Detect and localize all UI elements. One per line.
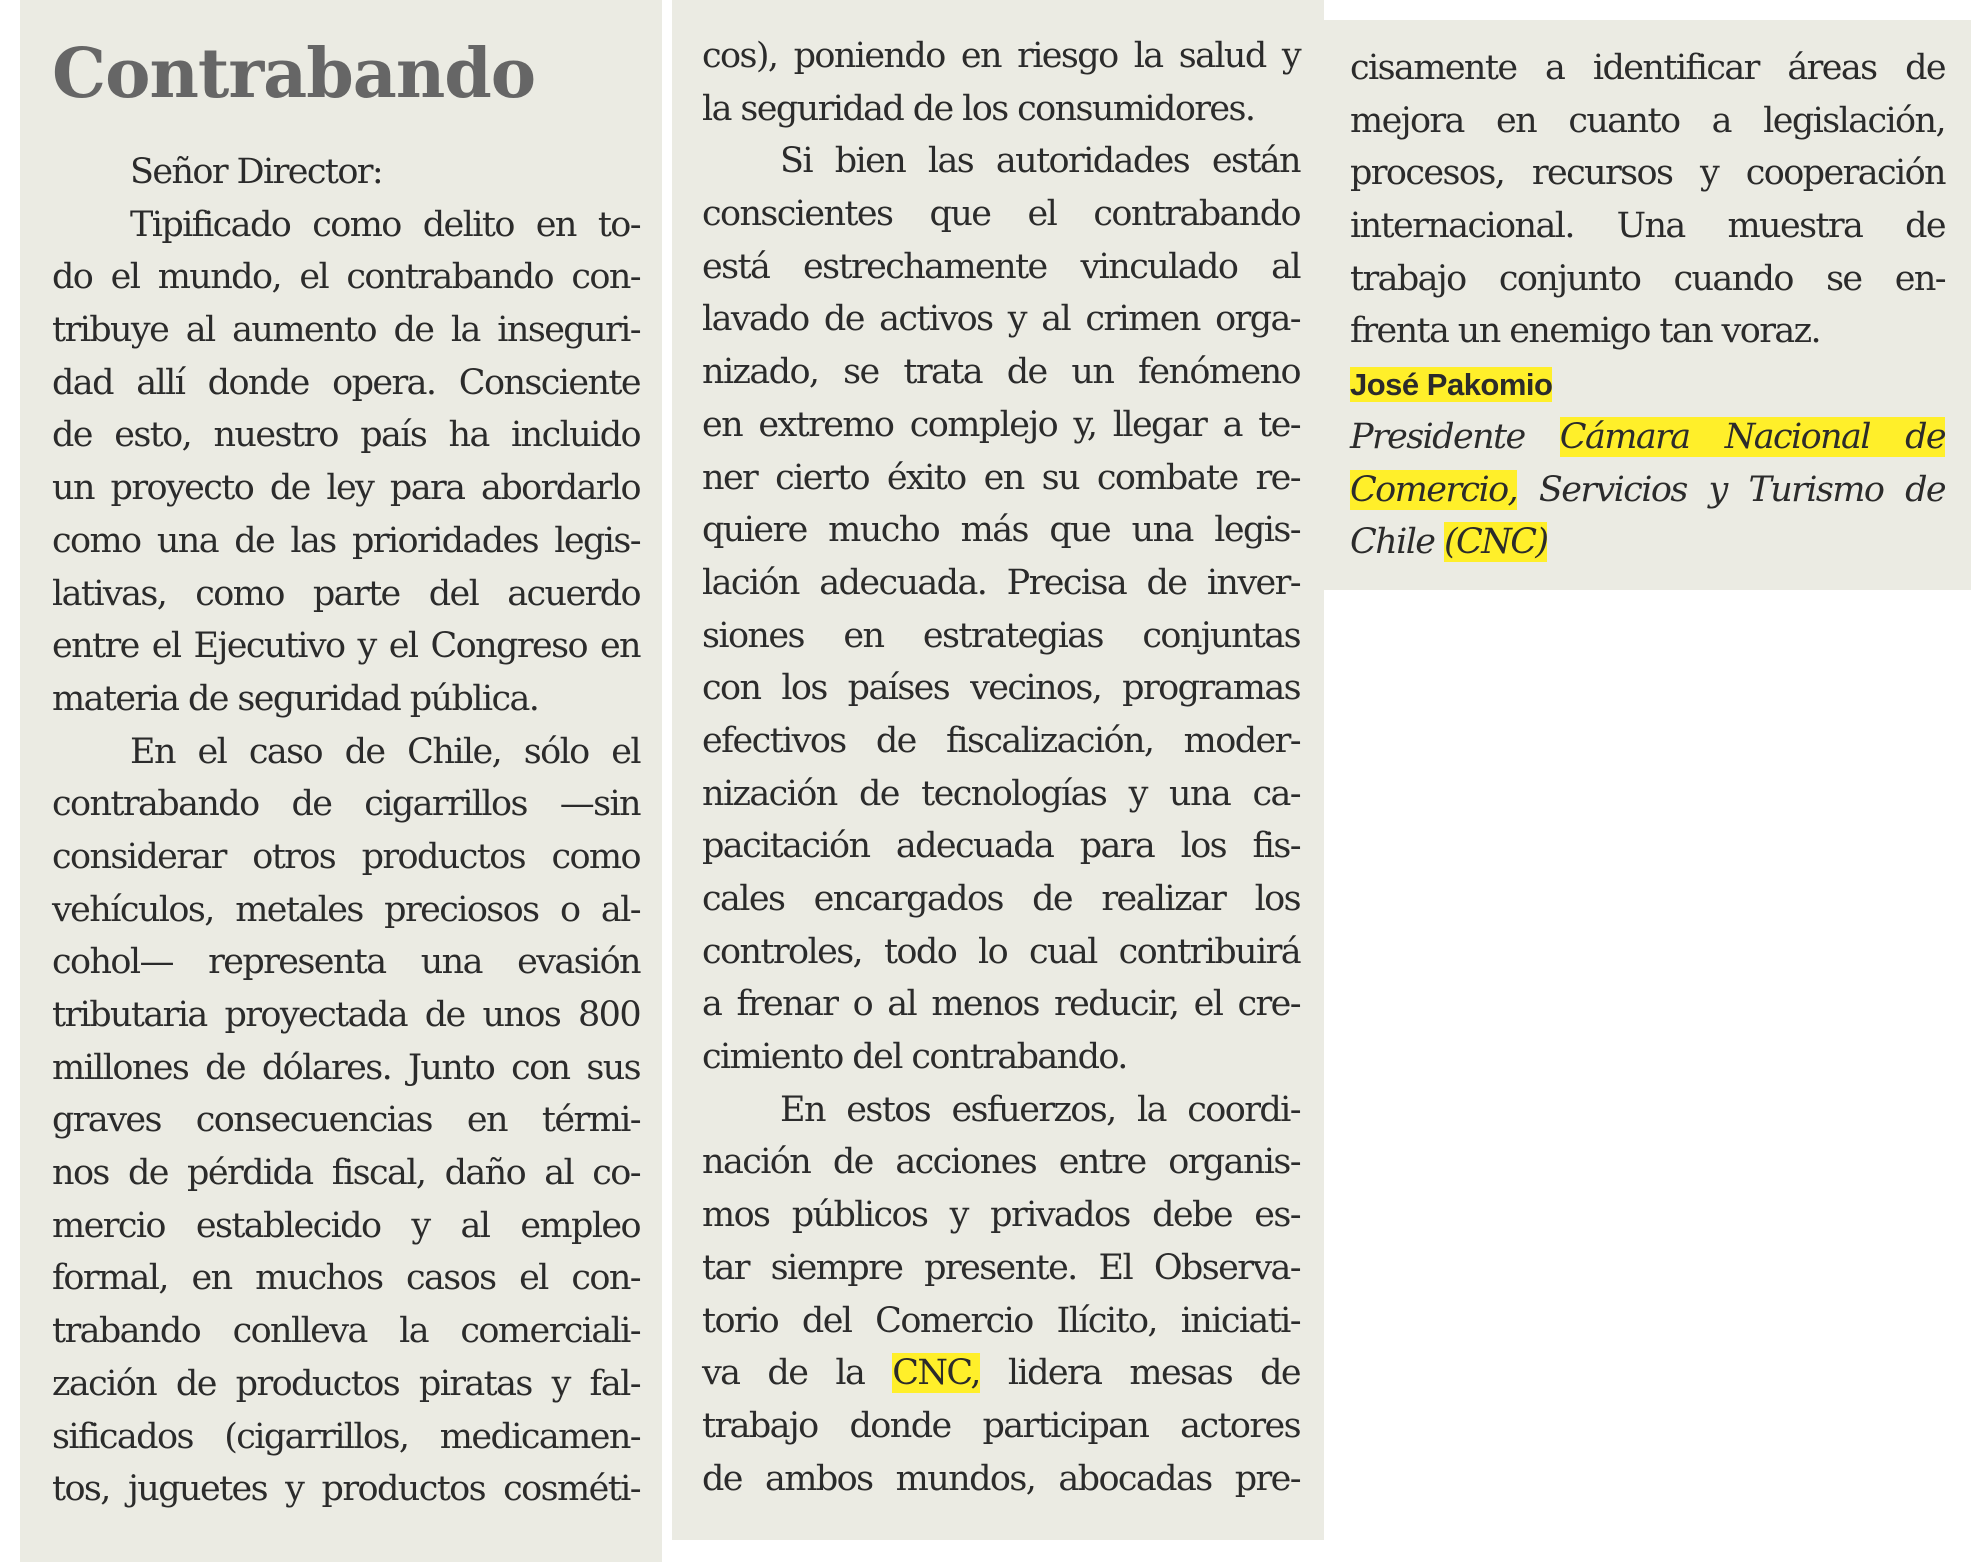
text-line: tributaria proyectada de unos 800 xyxy=(52,995,640,1035)
text-line: zación de productos piratas y fal- xyxy=(52,1363,640,1404)
text-line: trabajo donde participan actores xyxy=(702,1405,1300,1446)
text-fragment: lidera mesas de xyxy=(979,1353,1300,1394)
text-line: mejora en cuanto a legislación, xyxy=(1350,100,1945,141)
text-line: quiere mucho más que una legis- xyxy=(702,510,1300,551)
text-line: en extremo complejo y, llegar a te- xyxy=(702,404,1300,445)
text-line: En estos esfuerzos, la coordi- xyxy=(780,1089,1300,1130)
text-line: considerar otros productos como xyxy=(52,836,640,877)
article-column-2 xyxy=(672,0,1324,1540)
text-line: entre el Ejecutivo y el Congreso en xyxy=(52,626,640,667)
signature-title-line-1 xyxy=(1350,411,1945,464)
signature-title-text: Chile xyxy=(1350,522,1444,563)
article-column-3 xyxy=(1320,20,1971,590)
text-line: cales encargados de realizar los xyxy=(702,879,1300,919)
signature-title-text: Presidente xyxy=(1350,416,1560,457)
text-line: sificados (cigarrillos, medicamen- xyxy=(52,1416,640,1457)
text-line: cohol— representa una evasión xyxy=(52,942,640,983)
text-line: dad allí donde opera. Consciente xyxy=(52,362,640,403)
text-line: Tipificado como delito en to- xyxy=(130,204,640,245)
text-line: do el mundo, el contrabando con- xyxy=(52,257,640,298)
text-line xyxy=(702,1347,1300,1400)
text-line: trabajo conjunto cuando se en- xyxy=(1350,258,1945,299)
text-line: nizado, se trata de un fenómeno xyxy=(702,352,1300,393)
signature-name-text: José Pakomio xyxy=(1350,367,1553,403)
text-line: de esto, nuestro país ha incluido xyxy=(52,415,640,456)
text-line: Si bien las autoridades están xyxy=(780,141,1300,182)
text-line: nación de acciones entre organis- xyxy=(702,1142,1300,1183)
text-line: torio del Comercio Ilícito, iniciati- xyxy=(702,1300,1300,1341)
column-2-text xyxy=(702,30,1300,1505)
salutation: Señor Director: xyxy=(130,152,383,192)
text-line: graves consecuencias en térmi- xyxy=(52,1100,640,1141)
text-line: como una de las prioridades legis- xyxy=(52,520,640,561)
text-line: conscientes que el contrabando xyxy=(702,194,1300,235)
text-line: la seguridad de los consumidores. xyxy=(702,88,1255,129)
text-line: frenta un enemigo tan voraz. xyxy=(1350,311,1820,352)
text-line: formal, en muchos casos el con- xyxy=(52,1258,640,1299)
text-line: un proyecto de ley para abordarlo xyxy=(52,468,640,509)
text-line: millones de dólares. Junto con sus xyxy=(52,1047,640,1088)
text-line: lación adecuada. Precisa de inver- xyxy=(702,562,1300,603)
text-line: vehículos, metales preciosos o al- xyxy=(52,889,640,930)
text-line: lavado de activos y al crimen orga- xyxy=(702,299,1300,340)
text-line: mercio establecido y al empleo xyxy=(52,1205,640,1246)
signature-title-text: Servicios y Turismo de xyxy=(1517,469,1945,510)
text-line: con los países vecinos, programas xyxy=(702,668,1300,709)
text-line: procesos, recursos y cooperación xyxy=(1350,153,1945,194)
text-line: materia de seguridad pública. xyxy=(52,678,539,719)
text-line: trabando conlleva la comerciali- xyxy=(52,1311,640,1352)
text-line: cos), poniendo en riesgo la salud y xyxy=(702,36,1300,76)
text-line: ner cierto éxito en su combate re- xyxy=(702,457,1300,498)
text-line: está estrechamente vinculado al xyxy=(702,246,1300,287)
text-line: tribuye al aumento de la inseguri- xyxy=(52,310,640,351)
text-line: cimiento del contrabando. xyxy=(702,1037,1127,1078)
column-1-text xyxy=(52,199,640,1516)
column-3-text xyxy=(1350,42,1945,358)
signature-title-line-2 xyxy=(1350,464,1945,517)
text-line: siones en estrategias conjuntas xyxy=(702,615,1300,656)
signature-title-line-3 xyxy=(1350,516,1945,569)
text-fragment: va de la xyxy=(702,1353,893,1394)
text-line: En el caso de Chile, sólo el xyxy=(130,731,640,772)
text-line: contrabando de cigarrillos —sin xyxy=(52,784,640,825)
text-line: efectivos de fiscalización, moder- xyxy=(702,720,1300,761)
text-line: internacional. Una muestra de xyxy=(1350,206,1945,247)
text-line: a frenar o al menos reducir, el cre- xyxy=(702,984,1300,1025)
highlight-cnc-sig: (CNC) xyxy=(1443,522,1548,563)
text-line: de ambos mundos, abocadas pre- xyxy=(702,1458,1300,1499)
article-column-1 xyxy=(20,0,662,1562)
text-line: nos de pérdida fiscal, daño al co- xyxy=(52,1153,640,1194)
text-line: nización de tecnologías y una ca- xyxy=(702,773,1300,814)
article-title: Contrabando xyxy=(52,34,536,114)
highlight-comercio: Comercio, xyxy=(1350,469,1518,510)
text-line: cisamente a identificar áreas de xyxy=(1350,48,1945,88)
highlight-cnc: CNC, xyxy=(892,1353,980,1394)
text-line: mos públicos y privados debe es- xyxy=(702,1195,1300,1236)
text-line: tar siempre presente. El Observa- xyxy=(702,1247,1300,1288)
highlight-camara: Cámara Nacional de xyxy=(1559,416,1945,457)
text-line: controles, todo lo cual contribuirá xyxy=(702,931,1300,972)
text-line: tos, juguetes y productos cosméti- xyxy=(52,1469,640,1510)
text-line: pacitación adecuada para los fis- xyxy=(702,826,1300,867)
signature-name xyxy=(1350,358,1945,411)
text-line: lativas, como parte del acuerdo xyxy=(52,573,640,614)
